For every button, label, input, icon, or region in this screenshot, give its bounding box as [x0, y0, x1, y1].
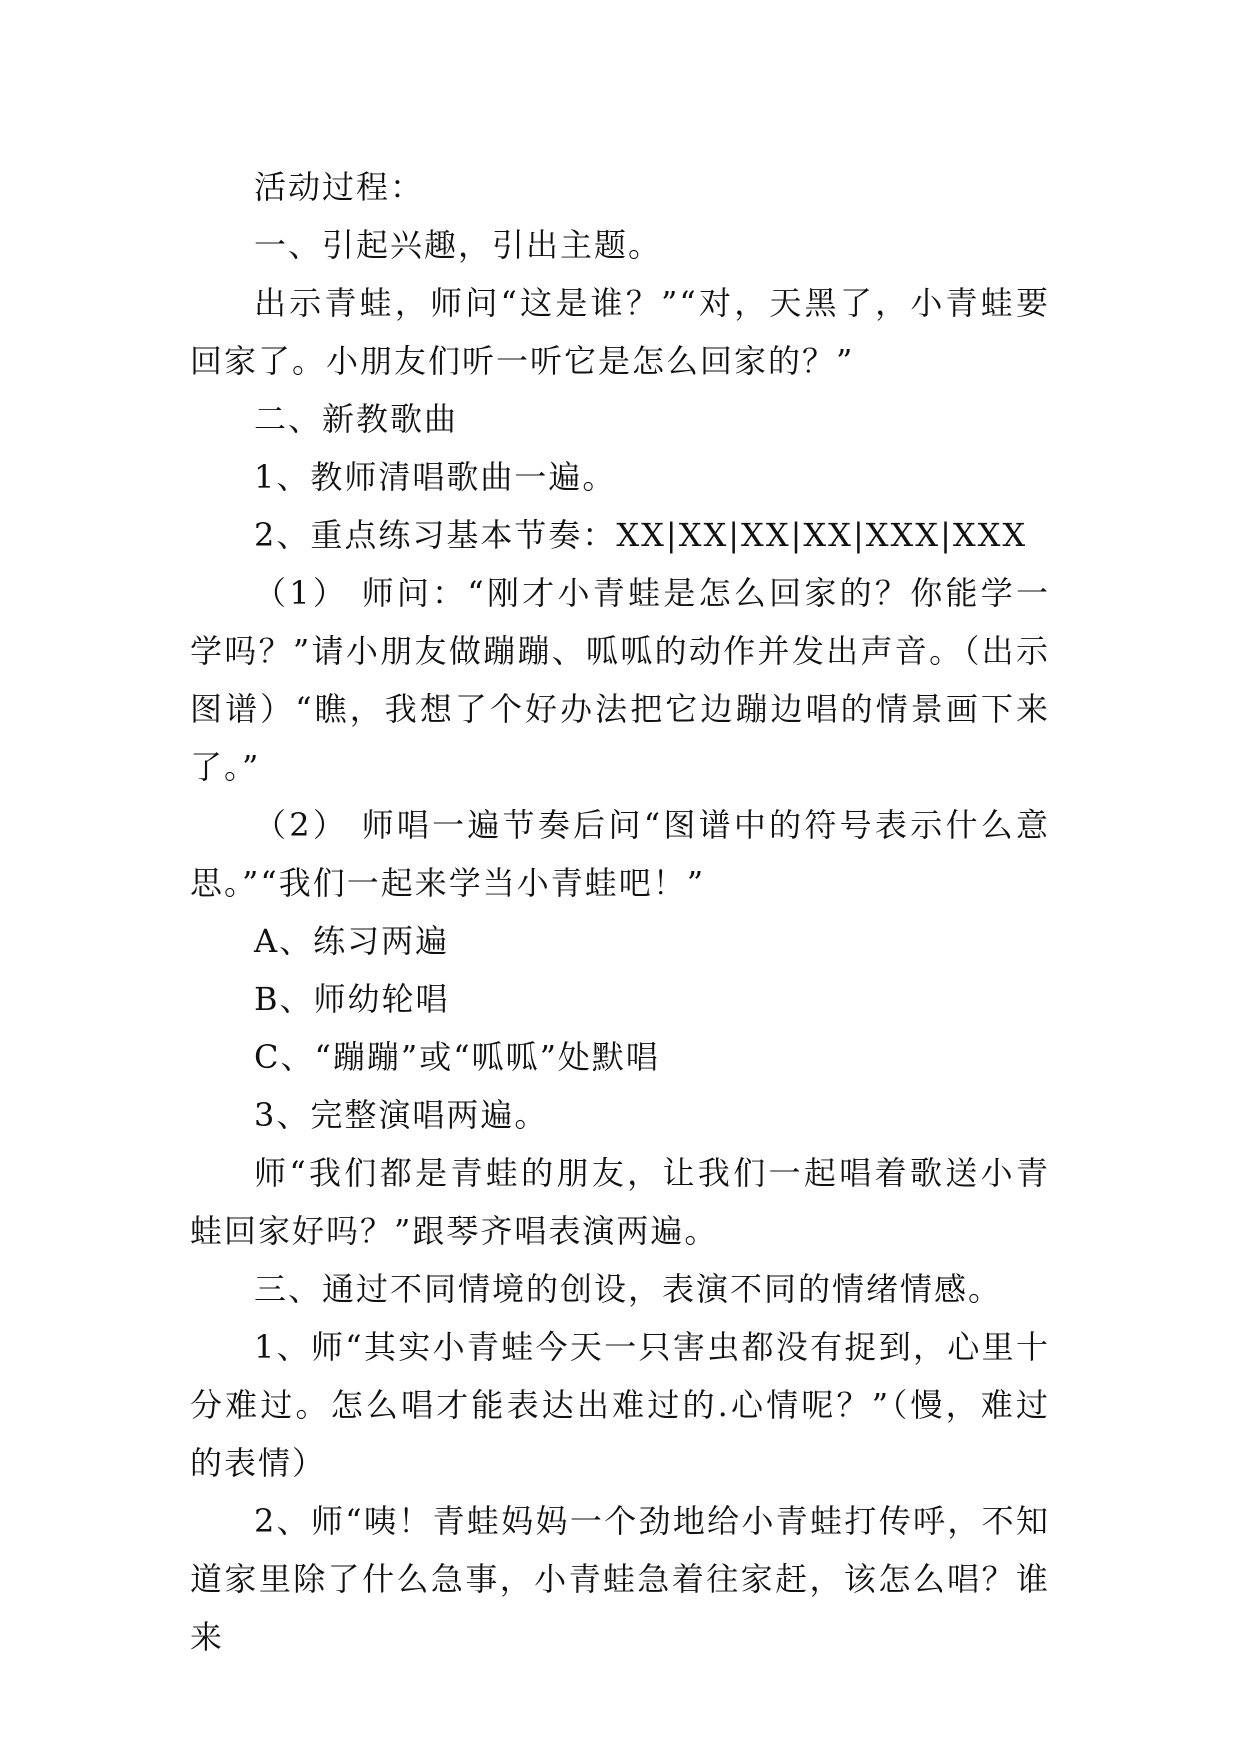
- paragraph-activity-process: 活动过程：: [254, 168, 425, 206]
- paragraph-step-3: 3、完整演唱两遍。: [254, 1096, 549, 1134]
- paragraph-item-c: C、“蹦蹦”或“呱呱”处默唱: [254, 1038, 660, 1076]
- document-body: [190, 158, 1050, 1666]
- paragraph-substep-1: （1） 师问：“刚才小青蛙是怎么回家的？你能学一学吗？”请小朋友做蹦蹦、呱呱的动作并发出声音。（出示图谱）“瞧，我想了个好办法把它边蹦边唱的情景画下来了。”: [190, 574, 1050, 786]
- paragraph-item-a: A、练习两遍: [254, 922, 450, 960]
- paragraph-substep-2: （2） 师唱一遍节奏后问“图谱中的符号表示什么意思。”“我们一起来学当小青蛙吧！”: [190, 806, 1050, 902]
- paragraph-section-2-heading: 二、新教歌曲: [254, 400, 459, 438]
- paragraph-teacher-friends: 师“我们都是青蛙的朋友，让我们一起唱着歌送小青蛙回家好吗？”跟琴齐唱表演两遍。: [190, 1154, 1050, 1250]
- paragraph-item-b: B、师幼轮唱: [254, 980, 450, 1018]
- paragraph-step-2-rhythm: 2、重点练习基本节奏：XX|XX|XX|XX|XXX|XXX: [254, 516, 1028, 554]
- paragraph-section-3-heading: 三、通过不同情境的创设，表演不同的情绪情感。: [254, 1270, 1003, 1308]
- paragraph-section-3-step-1: 1、师“其实小青蛙今天一只害虫都没有捉到，心里十分难过。怎么唱才能表达出难过的.心情呢？”（慢，难过的表情）: [190, 1328, 1050, 1482]
- paragraph-section-3-step-2: 2、师“咦！青蛙妈妈一个劲地给小青蛙打传呼，不知道家里除了什么急事，小青蛙急着往家赶，该怎么唱？谁来: [190, 1502, 1050, 1656]
- paragraph-show-frog: 出示青蛙，师问“这是谁？”“对，天黑了，小青蛙要回家了。小朋友们听一听它是怎么回家的？”: [190, 284, 1050, 380]
- paragraph-step-1: 1、教师清唱歌曲一遍。: [254, 458, 617, 496]
- paragraph-section-1-heading: 一、引起兴趣，引出主题。: [254, 226, 663, 264]
